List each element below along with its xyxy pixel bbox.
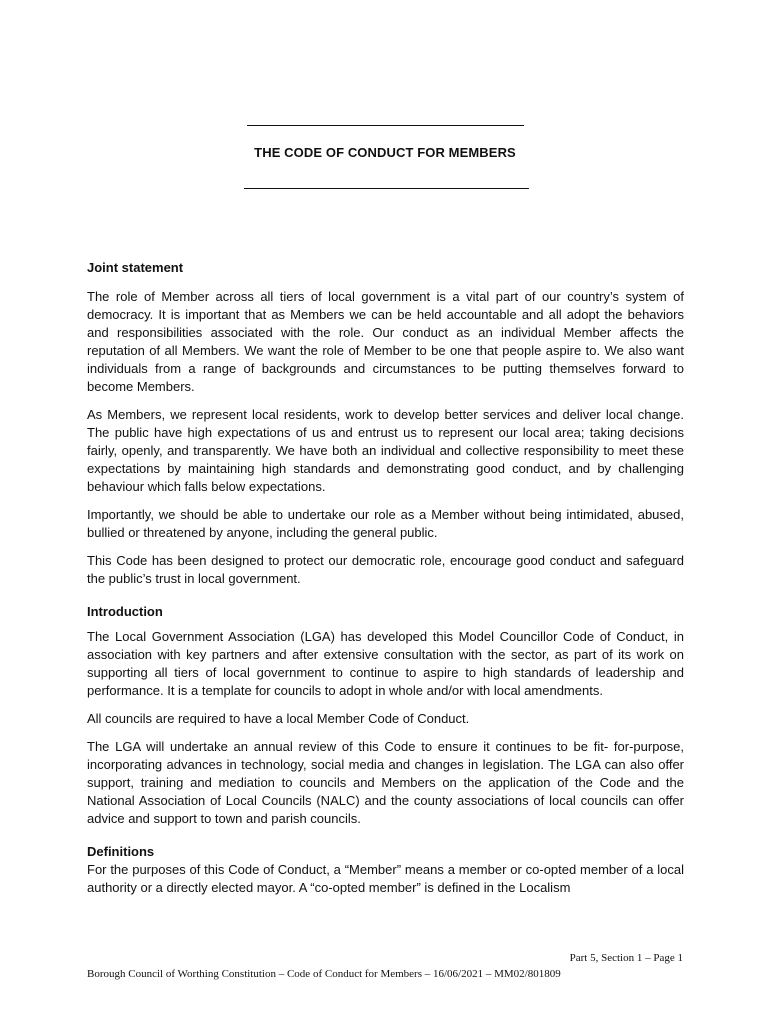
page-footer [87,950,683,982]
introduction-paragraph: The Local Government Association (LGA) has developed this Model Councillor Code of Conduct, in association with key partners and after extensive consultation with the sector, as part of its work on supporting all tiers of local government to continue to aspire to high standards of leadership and performance. It is a template for councils to adopt in whole and/or with local amendments. [87,629,684,698]
definitions-paragraph: For the purposes of this Code of Conduct, a “Member” means a member or co-opted member of a local authority or a directly elected mayor. A “co-opted member” is defined in the Localism [87,862,684,895]
introduction-heading: Introduction [87,604,163,619]
document-reference: Borough Council of Worthing Constitution – Code of Conduct for Members – 16/06/2021 – MM02/801809 [87,968,561,980]
joint-statement-heading: Joint statement [87,260,184,275]
document-title: THE CODE OF CONDUCT FOR MEMBERS [254,145,516,160]
joint-statement-paragraph: This Code has been designed to protect our democratic role, encourage good conduct and safeguard the public’s trust in local government. [87,553,684,586]
introduction-paragraph: The LGA will undertake an annual review of this Code to ensure it continues to be fit- for-purpose, incorporating advances in technology, social media and changes in legislation. The LGA can also offer support, training and mediation to councils and Members on the application of the Code and the National Association of Local Councils (NALC) and the county associations of local councils can offer advice and support to town and parish councils. [87,739,684,826]
joint-statement-paragraph: The role of Member across all tiers of local government is a vital part of our country’s system of democracy. It is important that as Members we can be held accountable and all adopt the behaviors and responsibilities associated with the role. Our conduct as an individual Member affects the reputation of all Members. We want the role of Member to be one that people aspire to. We also want individuals from a range of backgrounds and circumstances to be putting themselves forward to become Members. [87,289,684,394]
introduction-paragraph: All councils are required to have a local Member Code of Conduct. [87,711,470,726]
title-top-rule [247,125,524,126]
joint-statement-paragraph: As Members, we represent local residents, work to develop better services and deliver local change. The public have high expectations of us and entrust us to represent our local area; taking decisions fairly, openly, and transparently. We have both an individual and collective responsibility to meet these expectations by maintaining high standards and demonstrating good conduct, and by challenging behaviour which falls below expectations. [87,407,684,494]
title-bottom-rule [244,188,529,189]
definitions-heading: Definitions [87,844,155,859]
page-reference: Part 5, Section 1 – Page 1 [569,952,683,964]
joint-statement-paragraph: Importantly, we should be able to undertake our role as a Member without being intimidated, abused, bullied or threatened by anyone, including the general public. [87,507,684,540]
document-content [87,259,684,897]
